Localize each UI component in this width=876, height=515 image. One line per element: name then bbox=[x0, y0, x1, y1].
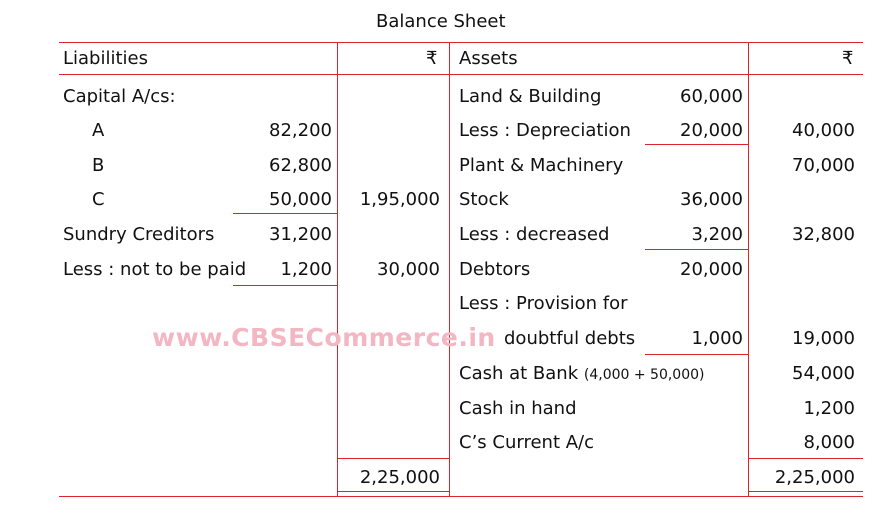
land-net: 40,000 bbox=[792, 120, 855, 141]
asset-total-rule-top bbox=[748, 458, 863, 459]
page-title: Balance Sheet bbox=[376, 11, 506, 32]
bank-detail: (4,000 + 50,000) bbox=[583, 367, 705, 383]
depreciation-label: Less : Depreciation bbox=[459, 120, 631, 141]
header-rupee-left: ₹ bbox=[426, 48, 438, 69]
not-paid-label: Less : not to be paid bbox=[63, 259, 247, 280]
debtors-subtotal-rule bbox=[645, 354, 748, 355]
plant-label: Plant & Machinery bbox=[459, 155, 624, 176]
col-divider-liab-amount bbox=[337, 42, 338, 497]
current-net: 8,000 bbox=[803, 432, 855, 453]
capital-total: 1,95,000 bbox=[359, 189, 440, 210]
header-rupee-right: ₹ bbox=[842, 48, 854, 69]
partner-a-amount: 82,200 bbox=[269, 120, 332, 141]
creditors-label: Sundry Creditors bbox=[63, 224, 215, 245]
stock-amount: 36,000 bbox=[680, 189, 743, 210]
partner-a-name: A bbox=[92, 120, 105, 141]
rule-header bbox=[59, 74, 863, 75]
assets-total: 2,25,000 bbox=[774, 467, 855, 488]
decreased-amount: 3,200 bbox=[691, 224, 743, 245]
partner-c-name: C bbox=[92, 189, 105, 210]
header-liabilities: Liabilities bbox=[63, 48, 148, 69]
rule-top bbox=[59, 42, 863, 43]
liab-total-rule-top bbox=[337, 458, 449, 459]
bank-label: Cash at Bank bbox=[459, 363, 579, 384]
land-subtotal-rule bbox=[645, 144, 748, 145]
provision-label: Less : Provision for bbox=[459, 293, 628, 314]
capital-subtotal-rule bbox=[233, 213, 337, 214]
col-divider-assets-amount bbox=[748, 42, 749, 497]
stock-label: Stock bbox=[459, 189, 509, 210]
creditors-subtotal-rule bbox=[233, 285, 337, 286]
stock-subtotal-rule bbox=[645, 249, 748, 250]
decreased-label: Less : decreased bbox=[459, 224, 610, 245]
asset-total-rule-double bbox=[748, 491, 863, 492]
partner-c-amount: 50,000 bbox=[269, 189, 332, 210]
land-label: Land & Building bbox=[459, 86, 602, 107]
creditors-net: 30,000 bbox=[377, 259, 440, 280]
bank-row bbox=[459, 363, 705, 386]
partner-b-amount: 62,800 bbox=[269, 155, 332, 176]
current-label: C’s Current A/c bbox=[459, 432, 594, 453]
provision-amount: 1,000 bbox=[691, 328, 743, 349]
rule-bottom bbox=[59, 496, 863, 497]
debtors-label: Debtors bbox=[459, 259, 531, 280]
partner-b-name: B bbox=[92, 155, 105, 176]
liab-total-rule-double bbox=[337, 491, 449, 492]
not-paid-amount: 1,200 bbox=[280, 259, 332, 280]
cash-label: Cash in hand bbox=[459, 398, 577, 419]
capital-label: Capital A/cs: bbox=[63, 86, 176, 107]
creditors-amount: 31,200 bbox=[269, 224, 332, 245]
col-divider-center bbox=[449, 42, 450, 497]
stock-net: 32,800 bbox=[792, 224, 855, 245]
cash-net: 1,200 bbox=[803, 398, 855, 419]
debtors-amount: 20,000 bbox=[680, 259, 743, 280]
watermark: www.CBSECommerce.in bbox=[152, 323, 496, 352]
liabilities-total: 2,25,000 bbox=[359, 467, 440, 488]
debtors-net: 19,000 bbox=[792, 328, 855, 349]
provision-label-2: doubtful debts bbox=[504, 328, 636, 349]
depreciation-amount: 20,000 bbox=[680, 120, 743, 141]
land-amount: 60,000 bbox=[680, 86, 743, 107]
plant-net: 70,000 bbox=[792, 155, 855, 176]
header-assets: Assets bbox=[459, 48, 518, 69]
bank-net: 54,000 bbox=[792, 363, 855, 384]
